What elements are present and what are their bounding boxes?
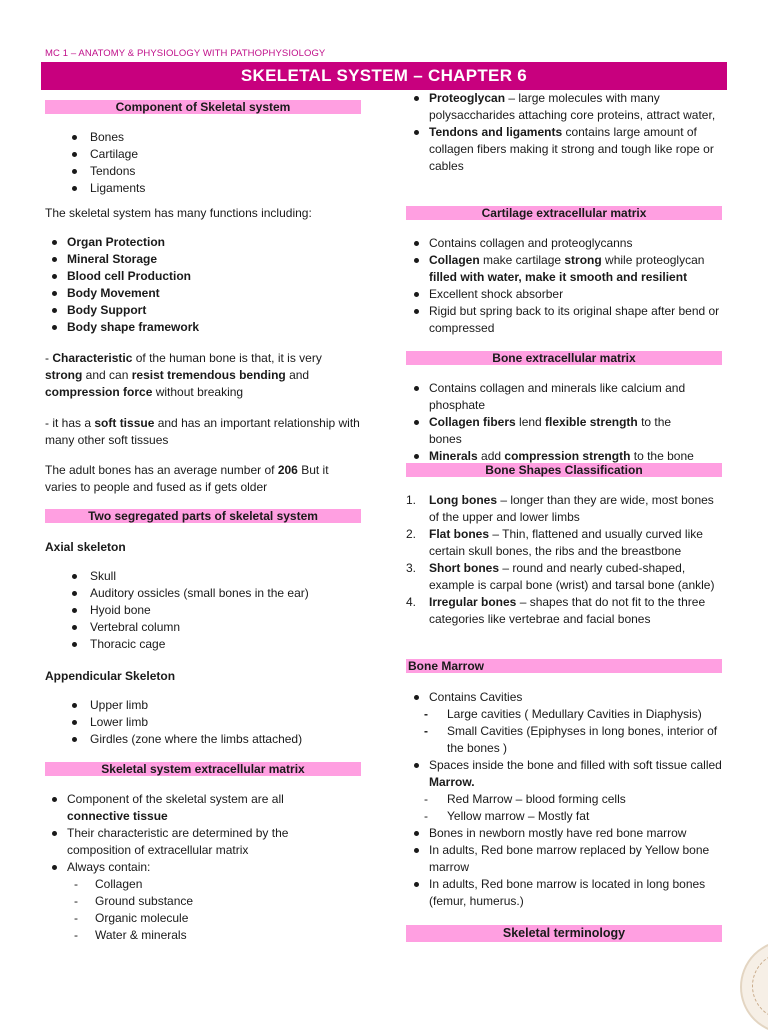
list-item: Always contain:: [45, 859, 315, 876]
list-item: Organ Protection: [45, 234, 363, 251]
list-item: Girdles (zone where the limbs attached): [45, 731, 363, 748]
characteristic-paragraph: - Characteristic of the human bone is that, it is very strong and can resist tremendous bending and compression force without breaking: [45, 351, 322, 399]
list-item: Blood cell Production: [45, 268, 363, 285]
list-item: In adults, Red bone marrow is located in long bones (femur, humerus.): [407, 876, 723, 910]
list-item: Bones in newborn mostly have red bone marrow: [407, 825, 723, 842]
list-item: Skull: [45, 568, 363, 585]
list-item: Vertebral column: [45, 619, 363, 636]
cartilage-ecm-list: [407, 235, 722, 337]
list-item: Tendons and ligaments contains large amount of collagen fibers making it strong and tough like rope or cables: [407, 124, 717, 175]
list-item: Contains Cavities: [407, 689, 723, 706]
soft-tissue-paragraph: - it has a soft tissue and has an important relationship with many other soft tissues: [45, 416, 360, 447]
course-title: MC 1 – ANATOMY & PHYSIOLOGY WITH PATHOPHYSIOLOGY: [45, 48, 326, 59]
list-item: Hyoid bone: [45, 602, 363, 619]
list-item: Cartilage: [45, 146, 363, 163]
list-item: Bones: [45, 129, 363, 146]
list-item: Collagen fibers lend flexible strength to the bones: [407, 414, 707, 448]
list-item: Body Movement: [45, 285, 363, 302]
list-item: Lower limb: [45, 714, 363, 731]
list-item: - Organic molecule: [74, 911, 189, 925]
list-item: Tendons: [45, 163, 363, 180]
list-item: Body Support: [45, 302, 363, 319]
list-item: - Yellow marrow – Mostly fat: [424, 809, 590, 823]
list-item: Component of the skeletal system are all connective tissue: [45, 791, 315, 825]
skeletal-terminology-heading: Skeletal terminology: [406, 925, 722, 942]
list-item: - Large cavities ( Medullary Cavities in Diaphysis): [424, 707, 702, 721]
list-item: - Water & minerals: [74, 928, 187, 942]
list-item: Body shape framework: [45, 319, 363, 336]
list-item: 2. Flat bones – Thin, flattened and usually curved like certain skull bones, the ribs and the breastbone: [406, 527, 703, 558]
list-item: - Red Marrow – blood forming cells: [424, 792, 626, 806]
list-item: In adults, Red bone marrow replaced by Yellow bone marrow: [407, 842, 723, 876]
skeletal-ecm-heading: Skeletal system extracellular matrix: [45, 762, 361, 776]
list-item: Auditory ossicles (small bones in the ear): [45, 585, 363, 602]
functions-intro: The skeletal system has many functions including:: [45, 206, 312, 220]
list-item: Contains collagen and proteoglycanns: [407, 235, 722, 252]
list-item: Their characteristic are determined by the composition of extracellular matrix: [45, 825, 315, 859]
list-item: 4. Irregular bones – shapes that do not fit to the three categories like vertebrae and facial bones: [406, 595, 706, 626]
proteo-list: [407, 90, 717, 175]
list-item: Thoracic cage: [45, 636, 363, 653]
list-item: Rigid but spring back to its original shape after bend or compressed: [407, 303, 722, 337]
list-item: Excellent shock absorber: [407, 286, 722, 303]
bone-marrow-list: [407, 689, 723, 910]
list-item: Upper limb: [45, 697, 363, 714]
bone-marrow-heading: Bone Marrow: [406, 659, 722, 673]
list-item: Ligaments: [45, 180, 363, 197]
list-item: - Ground substance: [74, 894, 194, 908]
axial-title: Axial skeleton: [45, 540, 126, 554]
list-item: Collagen make cartilage strong while proteoglycan filled with water, make it smooth and resilient: [407, 252, 722, 286]
list-item: Minerals add compression strength to the bone: [407, 448, 707, 465]
list-item: 1. Long bones – longer than they are wide, most bones of the upper and lower limbs: [406, 493, 714, 524]
cartilage-ecm-heading: Cartilage extracellular matrix: [406, 206, 722, 220]
components-list: [45, 129, 363, 197]
functions-list: [45, 234, 363, 336]
appendicular-title: Appendicular Skeleton: [45, 669, 176, 683]
bone-shapes-list: [406, 492, 721, 628]
bone-ecm-list: [407, 380, 707, 465]
chapter-title: SKELETAL SYSTEM – CHAPTER 6: [41, 62, 727, 90]
segregated-parts-heading: Two segregated parts of skeletal system: [45, 509, 361, 523]
list-item: - Collagen: [74, 877, 143, 891]
list-item: Mineral Storage: [45, 251, 363, 268]
appendicular-list: [45, 697, 363, 748]
bone-ecm-heading: Bone extracellular matrix: [406, 351, 722, 365]
skeletal-ecm-list: [45, 791, 315, 944]
list-item: - Small Cavities (Epiphyses in long bones, interior of the bones ): [424, 724, 718, 755]
adult-bones-paragraph: The adult bones has an average number of 206 But it varies to people and fused as if gets older: [45, 463, 329, 494]
bone-shapes-heading: Bone Shapes Classification: [406, 463, 722, 477]
list-item: Spaces inside the bone and filled with soft tissue called Marrow.: [407, 757, 723, 791]
list-item: Contains collagen and minerals like calcium and phosphate: [407, 380, 707, 414]
components-heading: Component of Skeletal system: [45, 100, 361, 114]
list-item: Proteoglycan – large molecules with many polysaccharides attaching core proteins, attract water,: [407, 90, 717, 124]
axial-list: [45, 568, 363, 653]
list-item: 3. Short bones – round and nearly cubed-shaped, example is carpal bone (wrist) and tarsal bone (ankle): [406, 561, 715, 592]
